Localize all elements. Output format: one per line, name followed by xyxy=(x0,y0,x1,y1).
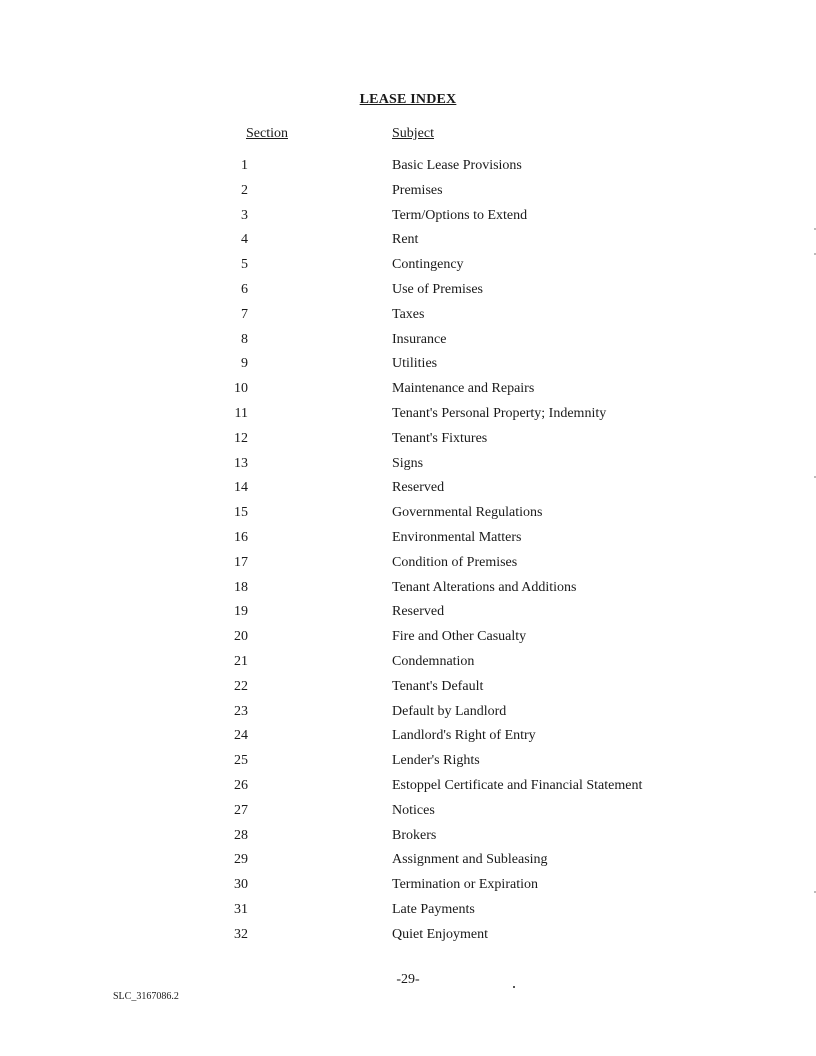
section-subject: Condition of Premises xyxy=(392,554,518,570)
index-row xyxy=(0,927,816,952)
index-row xyxy=(0,852,816,877)
index-row xyxy=(0,555,816,580)
section-subject: Reserved xyxy=(392,480,445,496)
index-row xyxy=(0,332,816,357)
section-number: 1 xyxy=(241,158,248,173)
section-subject: Use of Premises xyxy=(392,281,483,297)
section-subject: Quiet Enjoyment xyxy=(392,926,489,942)
section-number: 32 xyxy=(234,926,248,942)
section-subject: Notices xyxy=(392,802,435,818)
index-row xyxy=(0,530,816,555)
section-number: 2 xyxy=(241,182,248,198)
index-row xyxy=(0,505,816,530)
section-number: 27 xyxy=(234,802,248,818)
section-number: 9 xyxy=(241,356,248,372)
section-number: 22 xyxy=(234,678,248,694)
section-subject: Signs xyxy=(392,455,424,471)
section-subject: Brokers xyxy=(392,827,437,843)
index-row xyxy=(0,356,816,381)
section-column-header: Section xyxy=(246,126,288,141)
document-id: SLC_3167086.2 xyxy=(113,991,179,1002)
section-number: 12 xyxy=(234,430,248,446)
section-number: 17 xyxy=(234,554,248,570)
index-row xyxy=(0,679,816,704)
section-number: 15 xyxy=(234,505,248,521)
section-subject: Lender's Rights xyxy=(392,753,480,769)
index-row xyxy=(0,406,816,431)
section-number: 23 xyxy=(234,703,248,719)
scan-speck xyxy=(513,986,515,988)
section-subject: Taxes xyxy=(392,306,425,322)
section-number: 6 xyxy=(241,281,248,297)
section-number: 3 xyxy=(241,207,248,223)
index-row xyxy=(0,208,816,233)
index-row xyxy=(0,158,816,183)
section-number: 19 xyxy=(234,604,248,620)
index-row xyxy=(0,877,816,902)
index-row xyxy=(0,183,816,208)
section-subject: Termination or Expiration xyxy=(392,877,538,893)
section-subject: Fire and Other Casualty xyxy=(392,629,527,645)
section-number: 16 xyxy=(234,529,248,545)
index-row xyxy=(0,232,816,257)
index-row xyxy=(0,381,816,406)
section-subject: Default by Landlord xyxy=(392,703,507,719)
index-row xyxy=(0,480,816,505)
section-subject: Maintenance and Repairs xyxy=(392,381,535,397)
section-subject: Tenant's Default xyxy=(392,678,484,694)
index-row xyxy=(0,431,816,456)
section-number: 25 xyxy=(234,753,248,769)
section-subject: Condemnation xyxy=(392,653,475,669)
section-number: 26 xyxy=(234,777,248,793)
section-number: 30 xyxy=(234,877,248,893)
section-number: 10 xyxy=(234,381,248,397)
index-row xyxy=(0,803,816,828)
section-subject: Tenant's Personal Property; Indemnity xyxy=(392,405,607,421)
index-row xyxy=(0,902,816,927)
subject-column-header: Subject xyxy=(392,126,434,141)
index-list xyxy=(0,158,816,952)
section-number: 31 xyxy=(234,901,248,917)
section-number: 11 xyxy=(234,405,248,421)
section-number: 13 xyxy=(234,455,248,471)
section-subject: Late Payments xyxy=(392,901,475,917)
page-number: -29- xyxy=(396,972,420,987)
section-subject: Landlord's Right of Entry xyxy=(392,728,536,744)
section-subject: Tenant Alterations and Additions xyxy=(392,579,577,595)
index-row xyxy=(0,728,816,753)
section-subject: Governmental Regulations xyxy=(392,505,543,521)
section-subject: Assignment and Subleasing xyxy=(392,852,548,868)
section-number: 18 xyxy=(234,579,248,595)
section-number: 21 xyxy=(234,653,248,669)
section-number: 24 xyxy=(234,728,248,744)
index-row xyxy=(0,307,816,332)
section-subject: Contingency xyxy=(392,257,464,273)
section-number: 29 xyxy=(234,852,248,868)
index-row xyxy=(0,654,816,679)
section-subject: Premises xyxy=(392,182,443,198)
section-subject: Reserved xyxy=(392,604,445,620)
index-row xyxy=(0,753,816,778)
section-subject: Basic Lease Provisions xyxy=(392,158,522,173)
section-subject: Tenant's Fixtures xyxy=(392,430,488,446)
section-number: 20 xyxy=(234,629,248,645)
index-row xyxy=(0,604,816,629)
section-number: 5 xyxy=(241,257,248,273)
section-subject: Utilities xyxy=(392,356,438,372)
section-subject: Environmental Matters xyxy=(392,529,522,545)
section-number: 14 xyxy=(234,480,248,496)
index-row xyxy=(0,456,816,481)
section-number: 8 xyxy=(241,331,248,347)
section-subject: Term/Options to Extend xyxy=(392,207,528,223)
section-subject: Estoppel Certificate and Financial Statement xyxy=(392,777,643,793)
index-row xyxy=(0,282,816,307)
page-title: LEASE INDEX xyxy=(359,92,457,107)
index-row xyxy=(0,257,816,282)
index-row xyxy=(0,704,816,729)
index-row xyxy=(0,828,816,853)
section-number: 7 xyxy=(241,306,248,322)
index-row xyxy=(0,629,816,654)
index-row xyxy=(0,580,816,605)
section-number: 28 xyxy=(234,827,248,843)
section-subject: Insurance xyxy=(392,331,447,347)
section-number: 4 xyxy=(241,232,248,248)
section-subject: Rent xyxy=(392,232,419,248)
index-row xyxy=(0,778,816,803)
